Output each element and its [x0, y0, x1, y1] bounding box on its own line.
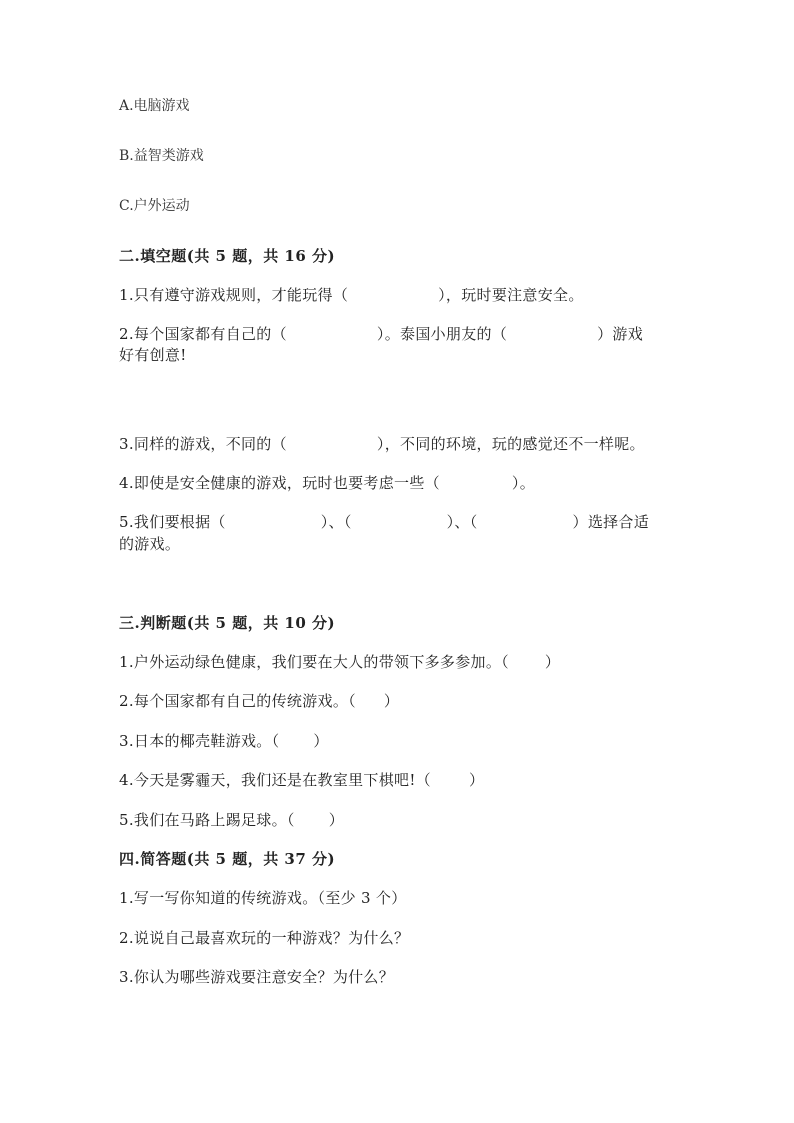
short-question-2: 2.说说自己最喜欢玩的一种游戏？为什么？ [119, 929, 410, 947]
fill-q1-text-b: ），玩时要注意安全。 [438, 286, 584, 304]
judge-question-2 [119, 691, 399, 711]
judge-q5-text-b: ） [328, 811, 345, 829]
fill-q5-text-c: ）、（ [446, 513, 478, 531]
fill-q2-text-a: 2.每个国家都有自己的（ [119, 325, 287, 343]
judge-question-3 [119, 731, 329, 751]
judge-q2-text-a: 2.每个国家都有自己的传统游戏。（ [119, 692, 356, 710]
judge-q1-text-b: ） [544, 653, 561, 671]
fill-q5-text-a: 5.我们要根据（ [119, 513, 226, 531]
section-title-judge: 三.判断题(共 5 题，共 10 分) [119, 614, 336, 632]
judge-q4-text-a: 4.今天是雾霾天，我们还是在教室里下棋吧!（ [119, 771, 431, 789]
judge-q4-text-b: ） [468, 771, 485, 789]
fill-q4-text-a: 4.即使是安全健康的游戏，玩时也要考虑一些（ [119, 474, 440, 492]
fill-question-1 [119, 285, 584, 305]
section-title-fill: 二.填空题(共 5 题，共 16 分) [119, 247, 336, 265]
judge-question-4 [119, 770, 484, 790]
fill-question-3 [119, 434, 645, 454]
fill-q3-text-b: ），不同的环境，玩的感觉还不一样呢。 [376, 435, 645, 453]
judge-question-5 [119, 810, 344, 830]
fill-question-4 [119, 473, 535, 493]
fill-question-5 [119, 512, 649, 532]
judge-q3-text-a: 3.日本的椰壳鞋游戏。（ [119, 732, 280, 750]
option-a: A.电脑游戏 [119, 98, 190, 114]
judge-q1-text-a: 1.户外运动绿色健康，我们要在大人的带领下多多参加。（ [119, 653, 509, 671]
judge-q3-text-b: ） [313, 732, 329, 750]
fill-q5-text-b: ）、（ [320, 513, 352, 531]
fill-question-2 [119, 324, 643, 344]
fill-q4-text-b: ）。 [511, 474, 536, 492]
fill-q2-text-b: ）。泰国小朋友的（ [376, 325, 508, 343]
fill-q1-text-a: 1.只有遵守游戏规则，才能玩得（ [119, 286, 349, 304]
fill-question-2-cont: 好有创意! [119, 346, 187, 364]
option-c: C.户外运动 [119, 198, 190, 214]
short-question-3: 3.你认为哪些游戏要注意安全？为什么？ [119, 968, 395, 986]
fill-q3-text-a: 3.同样的游戏，不同的（ [119, 435, 287, 453]
fill-q5-text-d: ）选择合适 [572, 513, 650, 531]
fill-question-5-cont: 的游戏。 [119, 535, 181, 553]
judge-q2-text-b: ） [383, 692, 400, 710]
short-question-1: 1.写一写你知道的传统游戏。（至少 3 个） [119, 889, 407, 907]
option-b: B.益智类游戏 [119, 148, 204, 164]
section-title-short: 四.简答题(共 5 题，共 37 分) [119, 850, 336, 868]
judge-question-1 [119, 652, 560, 672]
judge-q5-text-a: 5.我们在马路上踢足球。（ [119, 811, 295, 829]
fill-q2-text-c: ）游戏 [597, 325, 644, 343]
